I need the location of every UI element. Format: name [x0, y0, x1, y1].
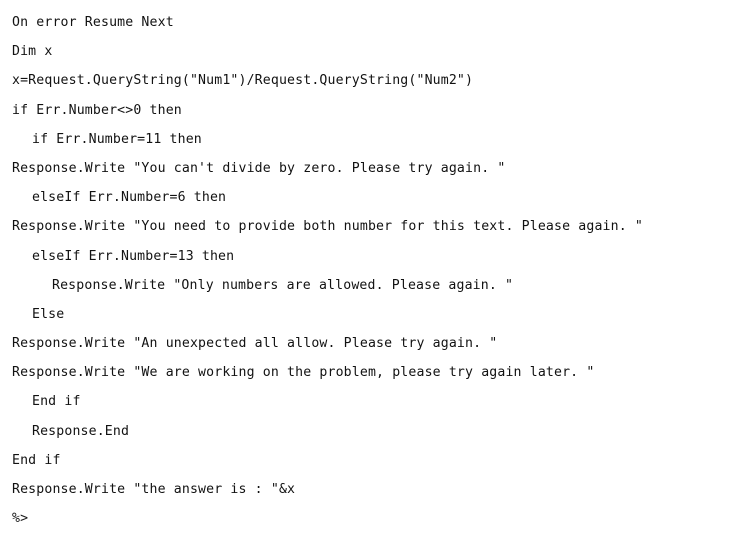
code-line: x=Request.QueryString("Num1")/Request.QueryString("Num2") [12, 73, 474, 89]
code-line: On error Resume Next [12, 15, 174, 30]
code-line: Response.Write "An unexpected all allow. Please try again. " [12, 336, 498, 352]
code-line: Else [32, 306, 65, 322]
code-line: Response.Write "We are working on the problem, please try again later. " [12, 365, 595, 381]
code-line: Response.Write "the answer is : "&x [12, 482, 296, 497]
code-line: Response.Write "You need to provide both number for this text. Please again. " [12, 219, 643, 235]
code-line: Response.Write "You can't divide by zero. Please try again. " [12, 160, 506, 176]
code-line: End if [32, 394, 81, 410]
code-line: End if [12, 452, 61, 468]
code-line: elseIf Err.Number=6 then [32, 190, 227, 206]
code-line: %> [12, 511, 29, 527]
code-line: if Err.Number=11 then [32, 131, 202, 147]
code-line: if Err.Number<>0 then [12, 102, 182, 118]
code-line: Response.End [32, 423, 130, 439]
code-line: Response.Write "Only numbers are allowed. Please again. " [52, 277, 514, 293]
code-line: Dim x [12, 44, 53, 60]
code-line: elseIf Err.Number=13 then [32, 248, 235, 264]
